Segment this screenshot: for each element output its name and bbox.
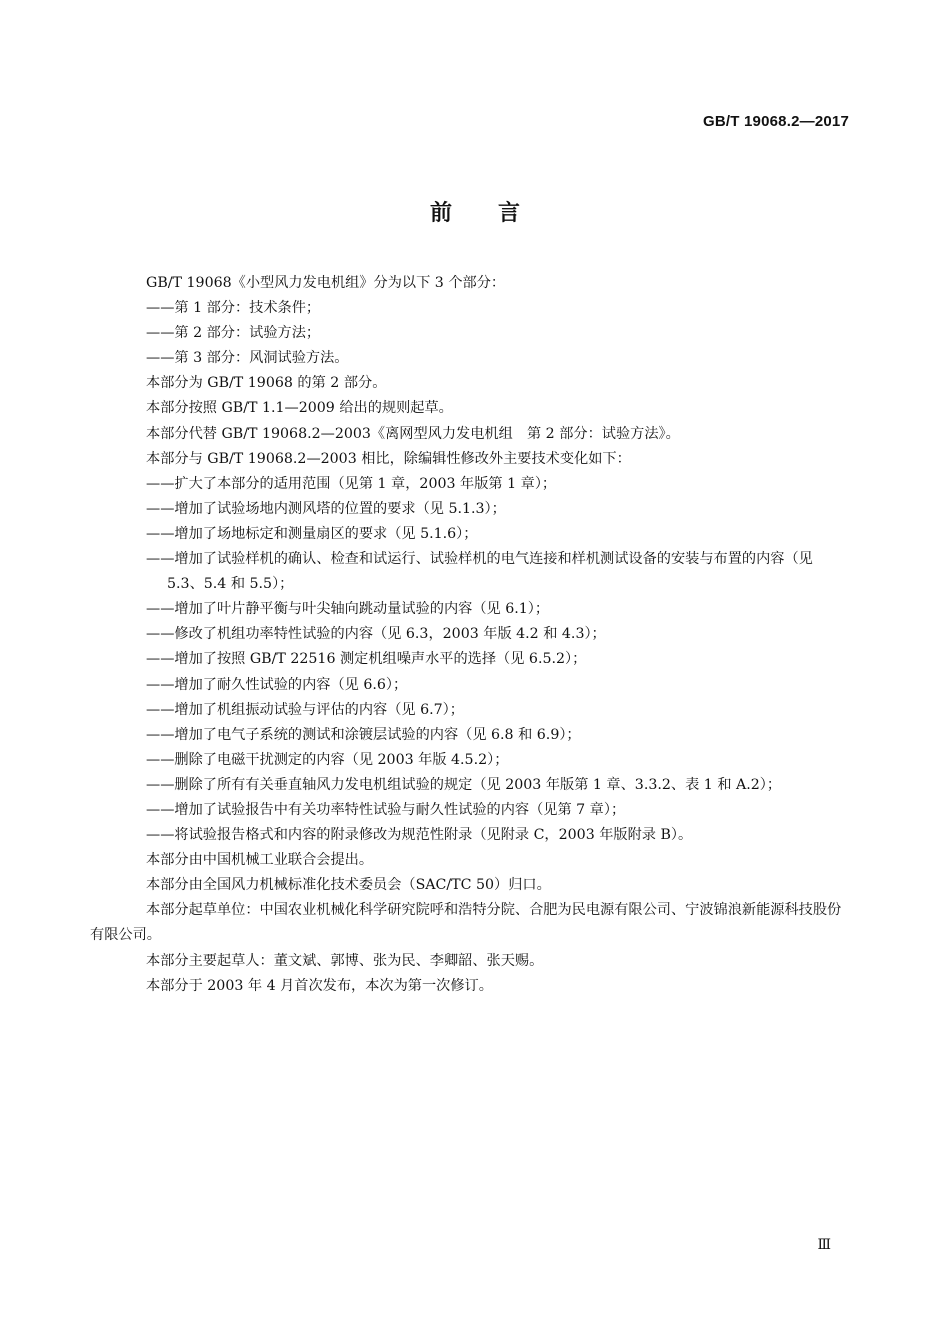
change-item: ——删除了所有有关垂直轴风力发电机组试验的规定（见 2003 年版第 1 章、3.3.2、表 1 和 A.2）； [146,776,782,793]
replaces-paragraph: 本部分代替 GB/T 19068.2—2003《离网型风力发电机组 第 2 部分：试验方法》。 [146,425,680,442]
drafting-rules-paragraph: 本部分按照 GB/T 1.1—2009 给出的规则起草。 [146,400,453,417]
change-item: ——增加了电气子系统的测试和涂镀层试验的内容（见 6.8 和 6.9）； [146,726,581,743]
drafters-paragraph: 本部分主要起草人：董文斌、郭博、张为民、李卿韶、张天赐。 [146,952,544,969]
history-paragraph: 本部分于 2003 年 4 月首次发布，本次为第一次修订。 [146,977,493,994]
change-item: ——增加了按照 GB/T 22516 测定机组噪声水平的选择（见 6.5.2）； [146,651,587,668]
drafting-units-paragraph: 本部分起草单位：中国农业机械化科学研究院呼和浩特分院、合肥为民电源有限公司、宁波锦浪新能源科技股份有限公司。 [90,902,842,944]
change-item: ——增加了试验报告中有关功率特性试验与耐久性试验的内容（见第 7 章）； [146,801,626,818]
part-item: ——第 1 部分：技术条件； [146,300,321,317]
change-item: ——增加了试验场地内测风塔的位置的要求（见 5.1.3）； [146,500,506,517]
page-title [0,196,950,227]
title-char-1: 前 [429,201,452,226]
change-item: ——增加了耐久性试验的内容（见 6.6）； [146,676,408,693]
intro-paragraph: GB/T 19068《小型风力发电机组》分为以下 3 个部分： [146,275,506,291]
part-item: ——第 2 部分：试验方法； [146,325,321,342]
change-item: ——扩大了本部分的适用范围（见第 1 章，2003 年版第 1 章）； [146,475,557,492]
title-char-2: 言 [498,201,521,226]
foreword-body [90,271,850,999]
change-item: ——增加了试验样机的确认、检查和试运行、试验样机的电气连接和样机测试设备的安装与布置的内容（见 5.3、5.4 和 5.5）； [146,551,813,593]
part-of-paragraph: 本部分为 GB/T 19068 的第 2 部分。 [146,375,387,392]
change-item: ——增加了机组振动试验与评估的内容（见 6.7）； [146,701,464,718]
change-item: ——增加了叶片静平衡与叶尖轴向跳动量试验的内容（见 6.1）； [146,601,550,618]
changes-intro-paragraph: 本部分与 GB/T 19068.2—2003 相比，除编辑性修改外主要技术变化如下： [146,450,631,467]
administered-by-paragraph: 本部分由全国风力机械标准化技术委员会（SAC/TC 50）归口。 [146,877,551,894]
change-item: ——删除了电磁干扰测定的内容（见 2003 年版 4.5.2）； [146,751,509,768]
page-number: Ⅲ [817,1237,831,1253]
part-item: ——第 3 部分：风洞试验方法。 [146,350,349,367]
change-item: ——增加了场地标定和测量扇区的要求（见 5.1.6）； [146,525,478,542]
change-item: ——将试验报告格式和内容的附录修改为规范性附录（见附录 C，2003 年版附录 B）。 [146,827,693,844]
standard-number: GB/T 19068.2—2017 [703,113,849,130]
change-item: ——修改了机组功率特性试验的内容（见 6.3，2003 年版 4.2 和 4.3）； [146,626,606,643]
proposed-by-paragraph: 本部分由中国机械工业联合会提出。 [146,852,374,869]
